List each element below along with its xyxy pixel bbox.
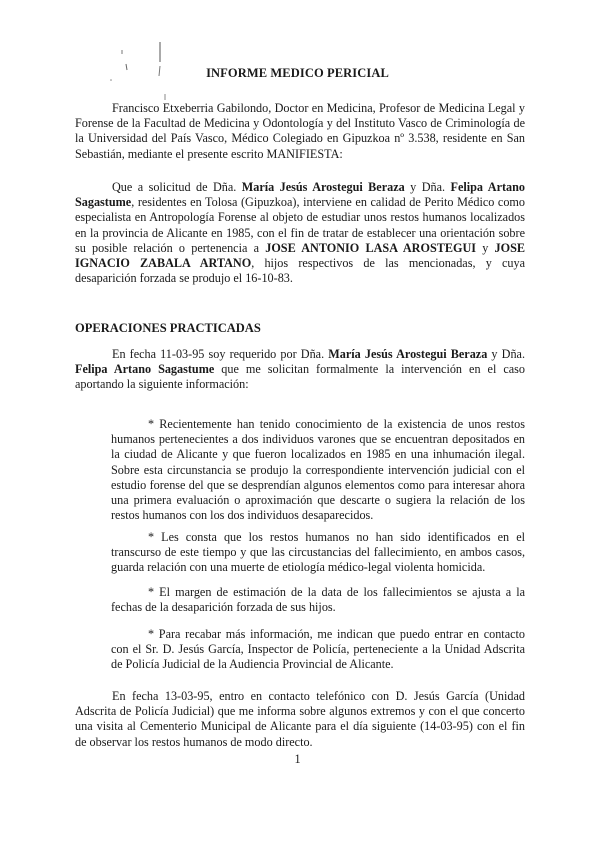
mother-name-1: María Jesús Arostegui Beraza — [241, 180, 405, 194]
info-bullet — [111, 585, 525, 615]
info-bullet-text: * Para recabar más información, me indican que puedo entrar en contacto con el Sr. D. Jesús García, Inspector de Policía, perteneciente a la Unidad Adscrita de Policía Judicial de la Audiencia Provincial de Alicante. — [111, 627, 525, 672]
info-bullet — [111, 417, 525, 523]
intro-paragraph: Francisco Etxeberria Gabilondo, Doctor en Medicina, Profesor de Medicina Legal y Forense de la Facultad de Medicina y Odontología y del Instituto Vasco de Criminología de la Universidad del País Vasco, Médico Colegiado en Gipuzkoa nº 3.538, residente en San Sebastián, mediante el presente escrito MANIFIESTA: — [75, 101, 525, 161]
document-title: INFORME MEDICO PERICIAL — [206, 66, 389, 80]
page-number: 1 — [294, 752, 301, 766]
contact-paragraph: En fecha 13-03-95, entro en contacto telefónico con D. Jesús García (Unidad Adscrita de Policía Judicial) que me informa sobre algunos extremos y con el que concerto una visita al Cementerio Municipal de Alicante para el día siguiente (14-03-95) con el fin de observar los restos humanos de modo directo. — [75, 689, 525, 749]
info-bullet-text: * Les consta que los restos humanos no han sido identificados en el transcurso de este tiempo y que las circustancias del fallecimiento, en ambos casos, guarda relación con una muerte de etiología médico-legal violenta homicida. — [111, 530, 525, 575]
text: Que a solicitud de Dña. — [112, 180, 242, 194]
victim-name-2: JOSE IGNACIO ZABALA ARTANO — [75, 240, 526, 271]
info-bullet — [111, 627, 525, 673]
text: , residentes en Tolosa (Gipuzkoa), interviene en calidad de Perito Médico como especialista en Antropología Forense al objeto de estudiar unos restos humanos localizados en la provincia de Alicante en 1985, con el fin de tratar de establecer una orientación sobre su posible relación o pertenencia a — [75, 195, 525, 255]
text: y Dña. — [487, 347, 526, 361]
mother-name-1: María Jesús Arostegui Beraza — [328, 347, 488, 361]
mother-name-2: Felipa Artano Sagastume — [75, 362, 215, 377]
text: En fecha 11-03-95 soy requerido por Dña. — [112, 347, 329, 361]
info-bullet — [111, 530, 525, 576]
section-heading: OPERACIONES PRACTICADAS — [75, 321, 261, 335]
text: y — [476, 240, 495, 255]
text: y Dña. — [404, 180, 451, 194]
victim-name-1: JOSE ANTONIO LASA AROSTEGUI — [265, 240, 476, 255]
info-bullet-text: * El margen de estimación de la data de los fallecimientos se ajusta a la fechas de la desaparición forzada de sus hijos. — [111, 585, 525, 615]
text: que me solicitan formalmente la intervención en el caso aportando la siguiente información: — [75, 362, 525, 392]
info-bullet-text: * Recientemente han tenido conocimiento de la existencia de unos restos humanos pertenecientes a dos individuos varones que se encuentran depositados en la ciudad de Alicante y que fueron localizados en 1985 en una inhumación ilegal. Sobre esta circunstancia se produjo la correspondiente intervención judicial con el estudio forense del que se desprendían algunos elementos como para interesar ahora una primera evaluación o aproximación que descarte o sugiera la relación de los restos humanos con los dos individuos desaparecidos. — [111, 417, 525, 523]
operations-paragraph — [75, 347, 525, 393]
text: , hijos respectivos de las mencionadas, y cuya desaparición forzada se produjo el 16-10-83. — [75, 256, 525, 286]
mother-name-2: Felipa Artano Sagastume — [75, 180, 525, 210]
request-paragraph — [75, 180, 525, 286]
